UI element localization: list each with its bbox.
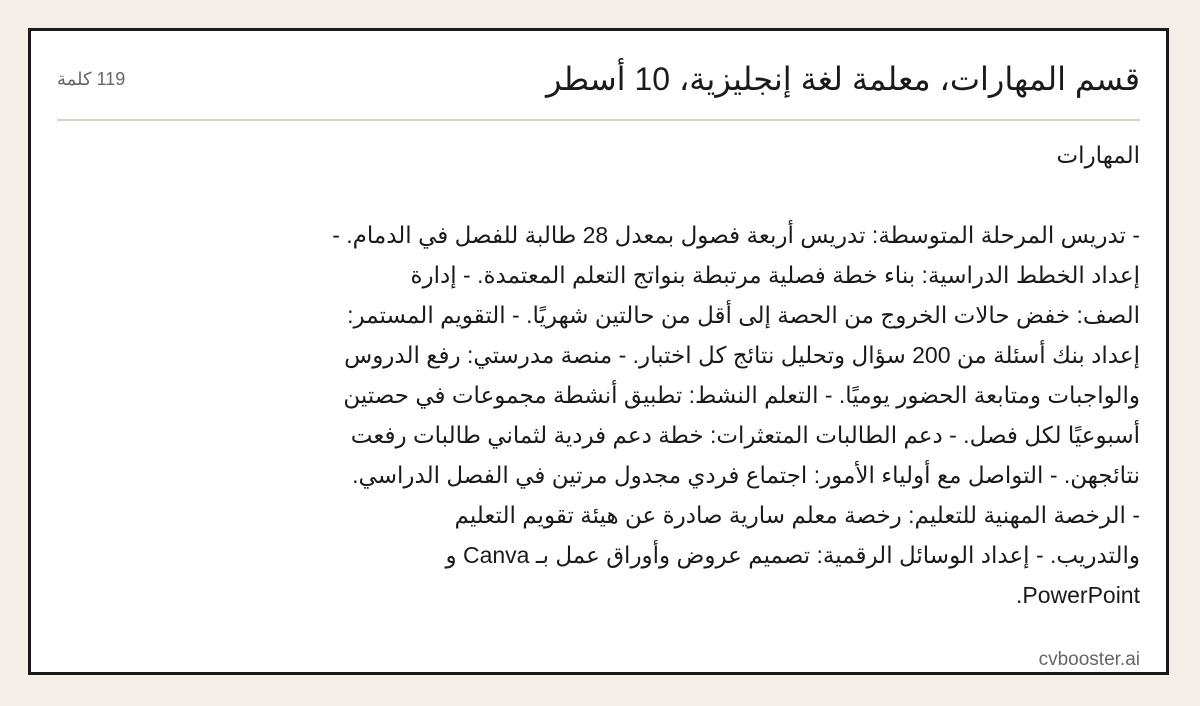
skills-body-text: - تدريس المرحلة المتوسطة: تدريس أربعة فصول بمعدل 28 طالبة للفصل في الدمام. - إعداد الخطط الدراسية: بناء خطة فصلية مرتبطة بنواتج التعلم المعتمدة. - إدارة الصف: خفض حالات الخروج من الحصة إلى أقل من حالتين شهريًا. - التقويم المستمر: إعداد بنك أسئلة من 200 سؤال وتحليل نتائج كل اختبار. - منصة مدرستي: رفع الدروس والواجبات ومتابعة الحضور يوميًا. - التعلم النشط: تطبيق أنشطة مجموعات في حصتين أسبوعيًا لكل فصل. - دعم الطالبات المتعثرات: خطة دعم فردية لثماني طالبات رفعت نتائجهن. - التواصل مع أولياء الأمور: اجتماع فردي مجدول مرتين في الفصل الدراسي. - الرخصة المهنية للتعليم: رخصة معلم سارية صادرة عن هيئة تقويم التعليم والتدريب. - إعداد الوسائل الرقمية: تصميم عروض وأوراق عمل بـ Canva و PowerPoint. [332, 222, 1140, 608]
section-spacer [240, 175, 1140, 215]
document-card [28, 28, 1169, 675]
card-header [57, 31, 1140, 121]
skills-section [240, 135, 1140, 615]
word-count-label: 119 كلمة [57, 69, 126, 89]
section-heading: المهارات [1056, 142, 1140, 168]
page-title: قسم المهارات، معلمة لغة إنجليزية، 10 أسطر [545, 61, 1140, 97]
brand-watermark: cvbooster.ai [1038, 649, 1140, 670]
